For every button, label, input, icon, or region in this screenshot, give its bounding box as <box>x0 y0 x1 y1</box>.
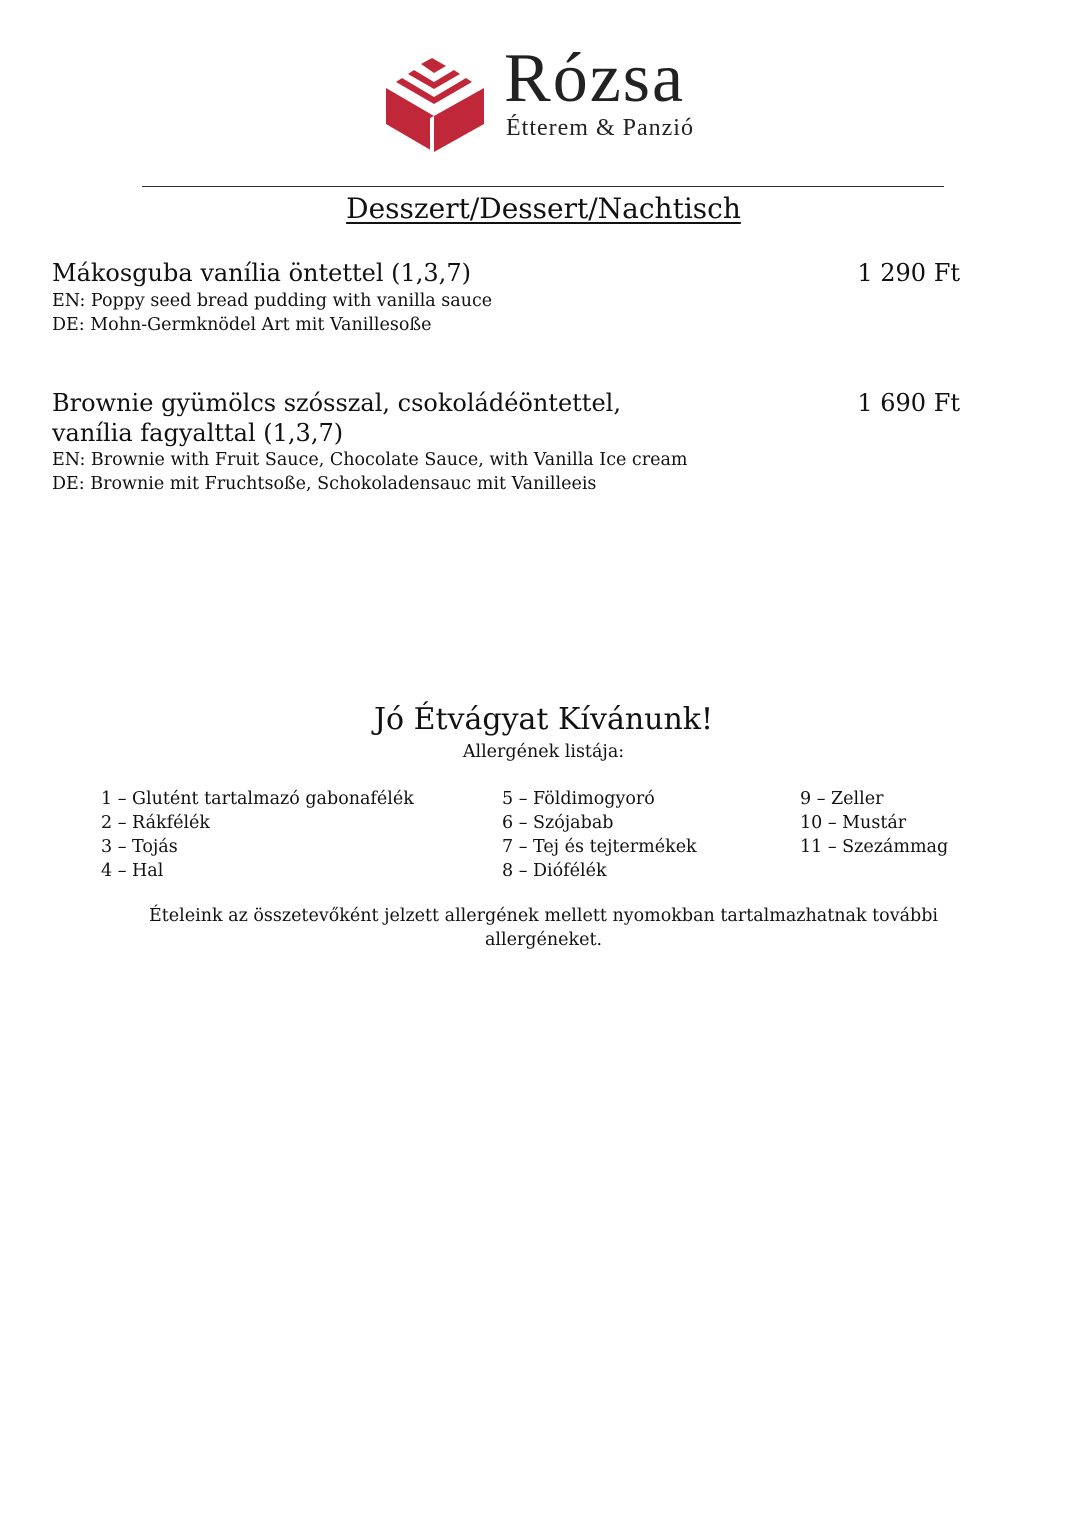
greeting: Jó Étvágyat Kívánunk! <box>373 702 714 737</box>
allergen-item: 9 – Zeller <box>800 789 884 809</box>
dish-name: Brownie gyümölcs szósszal, csokoládéöntettel, <box>52 389 621 417</box>
section-title: Desszert/Dessert/Nachtisch <box>346 192 741 225</box>
allergen-item: 5 – Földimogyoró <box>502 789 655 809</box>
brand-name: Rózsa <box>504 40 686 117</box>
allergen-item: 6 – Szójabab <box>502 813 614 833</box>
allergen-item: 7 – Tej és tejtermékek <box>502 837 697 857</box>
dish-name: Mákosguba vanília öntettel (1,3,7) <box>52 259 471 287</box>
dish-price: 1 690 Ft <box>857 389 960 417</box>
dish-description-de: DE: Mohn-Germknödel Art mit Vanillesoße <box>52 315 432 335</box>
dish-price: 1 290 Ft <box>857 259 960 287</box>
allergen-item: 11 – Szezámmag <box>800 837 949 857</box>
dish-description-de: DE: Brownie mit Fruchtsoße, Schokoladensauc mit Vanilleeis <box>52 474 597 494</box>
allergen-item: 1 – Glutént tartalmazó gabonafélék <box>101 789 414 809</box>
dish-description-en: EN: Poppy seed bread pudding with vanilla sauce <box>52 291 493 311</box>
allergen-item: 10 – Mustár <box>800 813 907 833</box>
rose-logo-icon <box>384 56 486 154</box>
allergen-item: 4 – Hal <box>101 861 164 881</box>
allergen-item: 2 – Rákfélék <box>101 813 211 833</box>
allergen-list-title: Allergének listája: <box>462 742 625 762</box>
dish-name-continued: vanília fagyalttal (1,3,7) <box>52 419 344 447</box>
allergen-item: 8 – Diófélék <box>502 861 607 881</box>
header-divider <box>142 186 944 187</box>
allergen-item: 3 – Tojás <box>101 837 178 857</box>
dish-description-en: EN: Brownie with Fruit Sauce, Chocolate Sauce, with Vanilla Ice cream <box>52 450 688 470</box>
allergen-note: Ételeink az összetevőként jelzett allergének mellett nyomokban tartalmazhatnak további allergéneket. <box>148 906 939 950</box>
brand-subtitle: Étterem & Panzió <box>506 115 694 141</box>
